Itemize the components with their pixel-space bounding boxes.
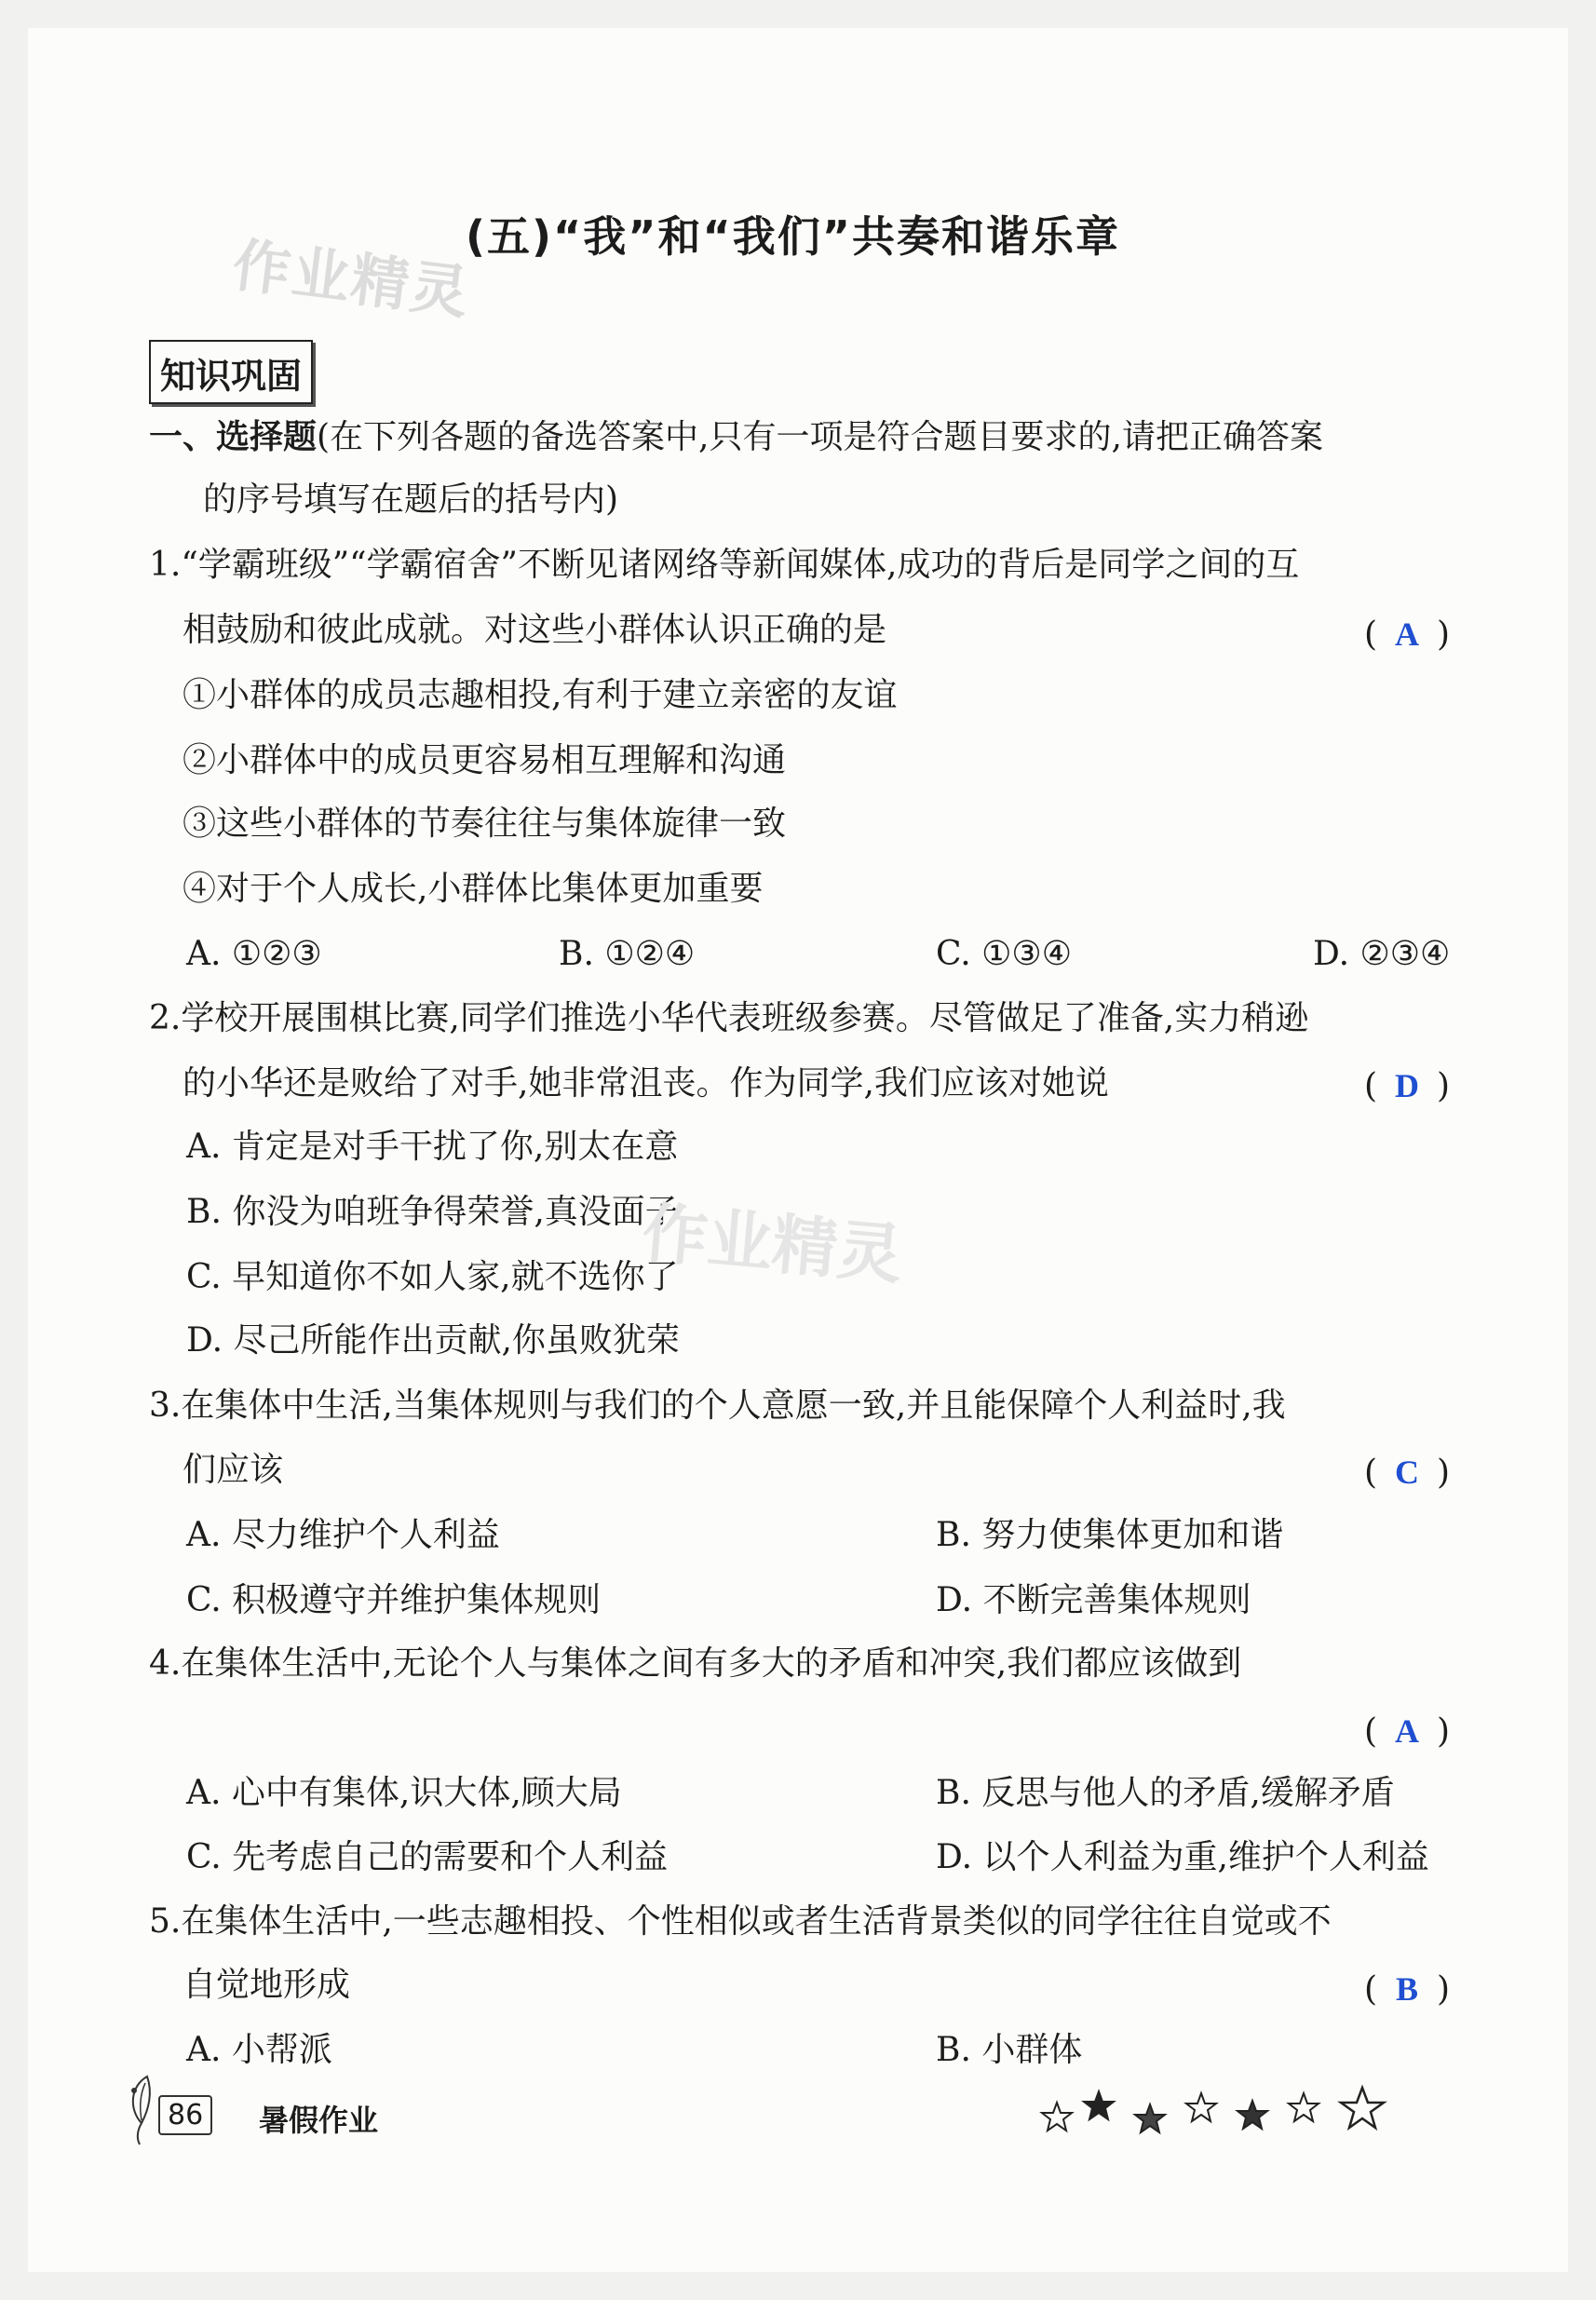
- book-title: 暑假作业: [259, 2103, 379, 2138]
- instruction-text-1: (在下列各题的备选答案中,只有一项是符合题目要求的,请把正确答案: [317, 418, 1323, 456]
- paren-close: ): [1437, 1454, 1451, 1492]
- statement-3: ③这些小群体的节奏往往与集体旋律一致: [183, 805, 787, 843]
- option-4a[interactable]: A. 心中有集体,识大体,顾大局: [186, 1774, 622, 1812]
- page-title: (五)“我”和“我们”共奏和谐乐章: [466, 211, 1120, 262]
- question-4-line-1: 4.在集体生活中,无论个人与集体之间有多大的矛盾和冲突,我们都应该做到: [149, 1644, 1242, 1683]
- question-3-line-2: 们应该: [183, 1451, 284, 1489]
- paren-close: ): [1437, 616, 1451, 654]
- answer-5: B: [1396, 1970, 1419, 2008]
- option-3c[interactable]: C. 积极遵守并维护集体规则: [186, 1581, 602, 1619]
- option-3a[interactable]: A. 尽力维护个人利益: [186, 1516, 500, 1554]
- watermark: 作业精灵: [228, 230, 474, 328]
- question-5-line-1: 5.在集体生活中,一些志趣相投、个性相似或者生活背景类似的同学往往自觉或不: [149, 1902, 1332, 1941]
- answer-1: A: [1395, 616, 1420, 653]
- statement-2: ②小群体中的成员更容易相互理解和沟通: [183, 741, 787, 779]
- paren-open: (: [1364, 1712, 1378, 1751]
- paren-open: (: [1364, 616, 1378, 654]
- option-3d[interactable]: D. 不断完善集体规则: [936, 1581, 1251, 1619]
- option-5a[interactable]: A. 小帮派: [186, 2031, 332, 2069]
- answer-3: C: [1395, 1454, 1420, 1491]
- answer-blank-1[interactable]: [1364, 615, 1450, 654]
- question-2-line-1: 2.学校开展围棋比赛,同学们推选小华代表班级参赛。尽管做足了准备,实力稍逊: [149, 999, 1309, 1037]
- answer-blank-4[interactable]: [1364, 1711, 1450, 1751]
- question-1-line-2: 相鼓励和彼此成就。对这些小群体认识正确的是: [183, 611, 887, 649]
- option-1b[interactable]: B. ①②④: [559, 935, 696, 973]
- question-1-line-1: 1.“学霸班级”“学霸宿舍”不断见诸网络等新闻媒体,成功的背后是同学之间的互: [149, 546, 1300, 584]
- option-1c[interactable]: C. ①③④: [936, 935, 1072, 973]
- option-2b[interactable]: B. 你没为咱班争得荣誉,真没面子: [186, 1193, 679, 1231]
- instruction-label: 一、选择题: [149, 418, 318, 456]
- section-label: 知识巩固: [149, 340, 313, 404]
- page-number: 86: [158, 2095, 212, 2135]
- option-2a[interactable]: A. 肯定是对手干扰了你,别太在意: [186, 1128, 679, 1166]
- paren-open: (: [1364, 1067, 1378, 1105]
- watermark: 作业精灵: [639, 1194, 906, 1294]
- star-rating-icon: [1038, 2084, 1485, 2153]
- paren-open: (: [1364, 1454, 1378, 1492]
- instruction-line-1: [149, 417, 1323, 458]
- option-1a[interactable]: A. ①②③: [186, 935, 322, 973]
- question-5-line-2: 自觉地形成: [183, 1966, 351, 2004]
- option-2c[interactable]: C. 早知道你不如人家,就不选你了: [186, 1258, 679, 1296]
- statement-1: ①小群体的成员志趣相投,有利于建立亲密的友谊: [183, 676, 898, 714]
- option-1d[interactable]: D. ②③④: [1313, 935, 1451, 973]
- option-4c[interactable]: C. 先考虑自己的需要和个人利益: [186, 1838, 669, 1876]
- option-3b[interactable]: B. 努力使集体更加和谐: [936, 1516, 1284, 1554]
- question-3-line-1: 3.在集体中生活,当集体规则与我们的个人意愿一致,并且能保障个人利益时,我: [149, 1387, 1286, 1425]
- answer-blank-3[interactable]: [1364, 1453, 1450, 1492]
- question-2-line-2: 的小华还是败给了对手,她非常沮丧。作为同学,我们应该对她说: [183, 1064, 1109, 1103]
- option-2d[interactable]: D. 尽己所能作出贡献,你虽败犹荣: [186, 1321, 680, 1360]
- answer-blank-2[interactable]: [1364, 1066, 1450, 1105]
- paren-open: (: [1364, 1970, 1378, 2009]
- statement-4: ④对于个人成长,小群体比集体更加重要: [183, 870, 764, 908]
- option-5b[interactable]: B. 小群体: [936, 2031, 1083, 2069]
- paren-close: ): [1437, 1067, 1451, 1105]
- answer-2: D: [1395, 1067, 1420, 1104]
- instruction-line-2: 的序号填写在题后的括号内): [203, 480, 619, 519]
- answer-4: A: [1395, 1712, 1420, 1750]
- answer-blank-5[interactable]: [1364, 1969, 1450, 2009]
- option-4d[interactable]: D. 以个人利益为重,维护个人利益: [936, 1838, 1429, 1876]
- option-4b[interactable]: B. 反思与他人的矛盾,缓解矛盾: [936, 1774, 1395, 1812]
- paren-close: ): [1437, 1712, 1451, 1751]
- paren-close: ): [1437, 1970, 1451, 2009]
